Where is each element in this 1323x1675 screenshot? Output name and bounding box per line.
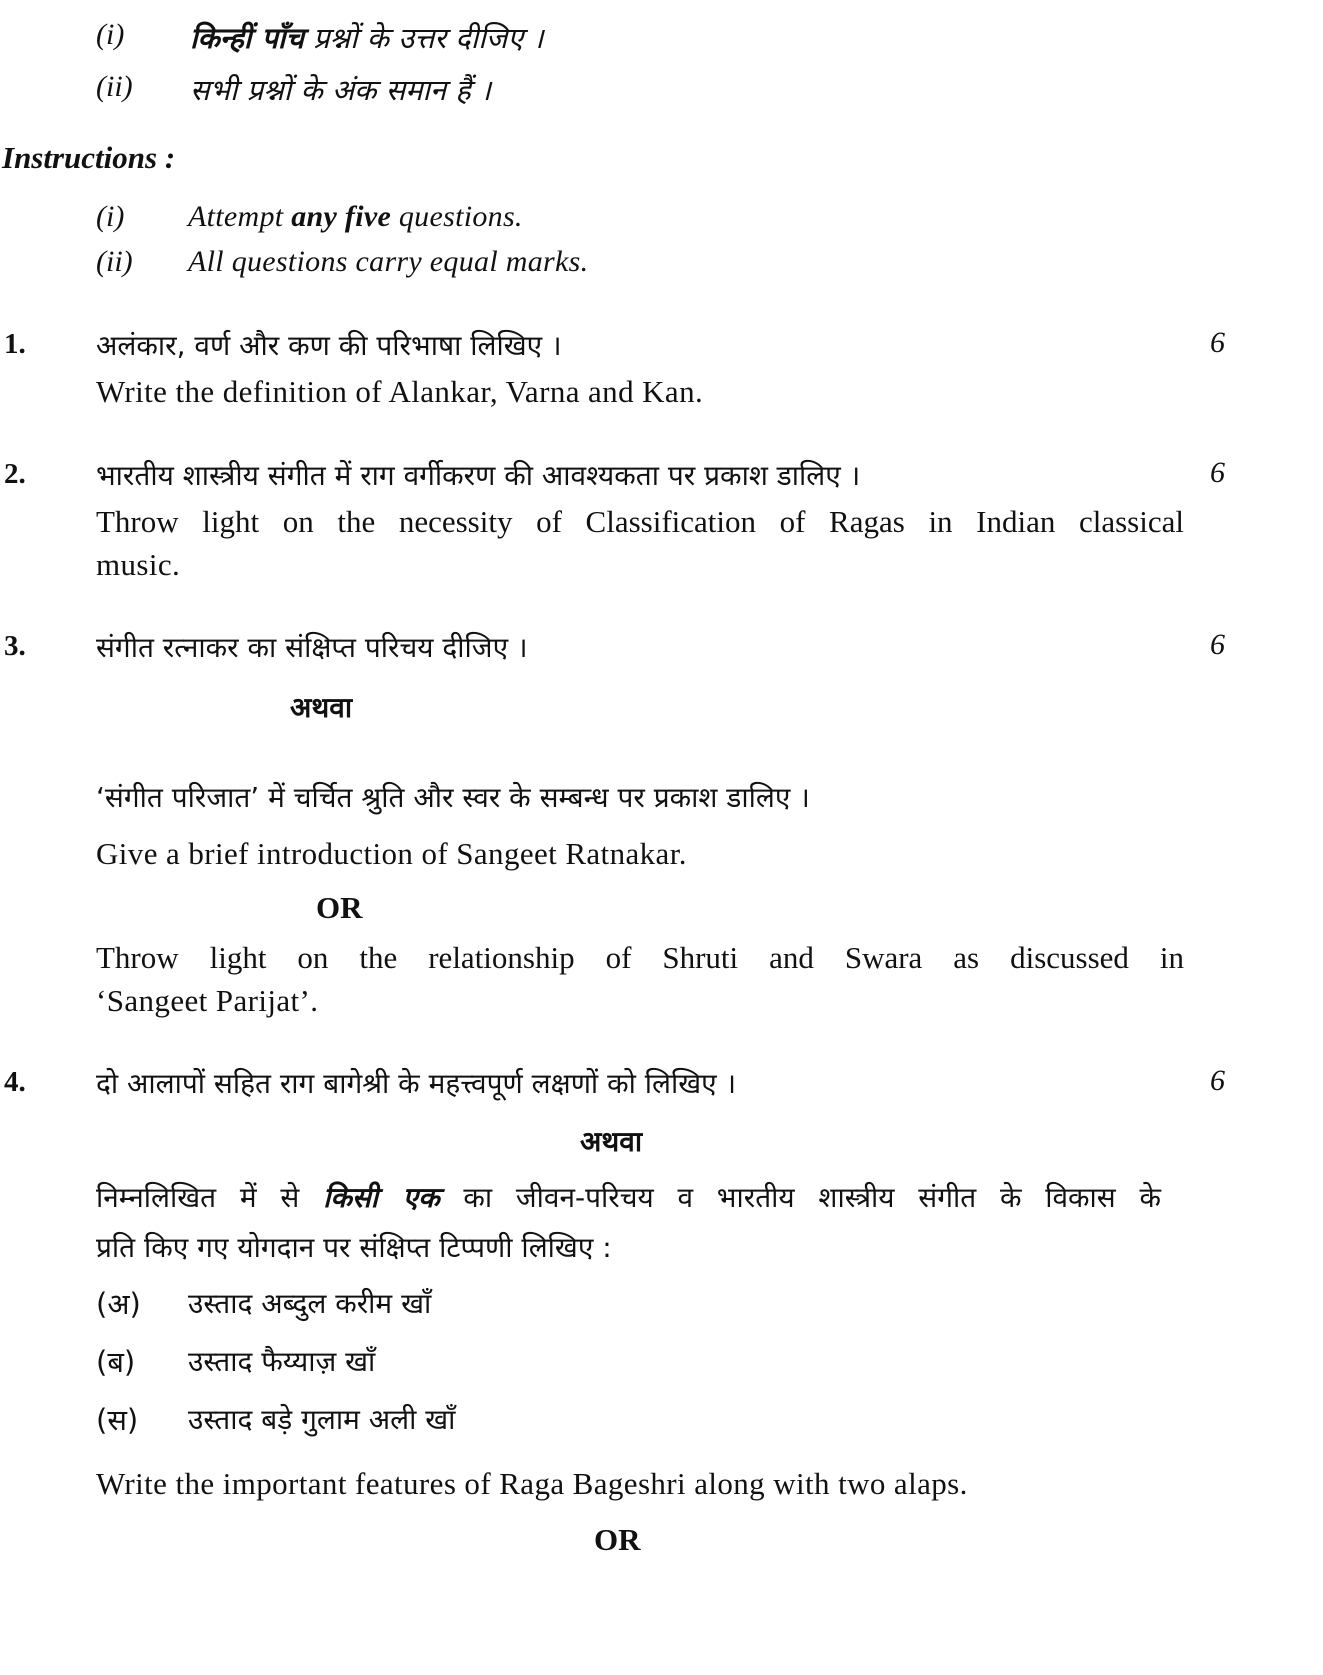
question-text-hindi: दो आलापों सहित राग बागेश्री के महत्त्वपूर्ण लक्षणों को लिखिए । [96, 1067, 737, 1100]
option-label: (स) [96, 1403, 139, 1437]
option-text: उस्ताद बड़े गुलाम अली खाँ [188, 1403, 456, 1436]
question-alt-text-english-cont: ‘Sangeet Parijat’. [96, 983, 319, 1018]
or-separator-hindi: अथवा [290, 691, 353, 724]
option-label: (ब) [96, 1345, 136, 1379]
instruction-post: questions. [391, 200, 523, 233]
question-alt-text-hindi [96, 1178, 1161, 1216]
or-separator-english: OR [316, 890, 363, 925]
question-text-hindi: संगीत रत्नाकर का संक्षिप्त परिचय दीजिए । [96, 631, 528, 664]
instruction-emphasis: any five [291, 200, 392, 233]
question-alt-text-hindi: ‘संगीत परिजात’ में चर्चित श्रुति और स्वर के सम्बन्ध पर प्रकाश डालिए । [96, 781, 810, 814]
instruction-number: (ii) [96, 70, 133, 103]
question-text-english: Write the definition of Alankar, Varna and Kan. [96, 374, 704, 409]
question-text-english: Throw light on the necessity of Classification of Ragas in Indian classical [96, 504, 1184, 539]
instruction-number: (ii) [96, 245, 133, 278]
option-label: (अ) [96, 1287, 141, 1321]
instruction-text [190, 18, 544, 57]
instruction-number: (i) [96, 200, 125, 233]
instruction-emphasis: किन्हीं पाँच [190, 21, 304, 55]
question-text-english: Write the important features of Raga Bageshri along with two alaps. [96, 1466, 968, 1501]
alt-text-pre: निम्नलिखित में से [96, 1181, 324, 1214]
question-number: 3. [4, 630, 26, 662]
alt-text-emphasis: किसी एक [323, 1181, 440, 1214]
question-text-english-cont: music. [96, 547, 181, 582]
instruction-rest: प्रश्नों के उत्तर दीजिए । [303, 21, 544, 55]
question-number: 4. [4, 1066, 26, 1098]
question-marks: 6 [1210, 456, 1225, 489]
instruction-text: All questions carry equal marks. [188, 245, 589, 278]
question-text-hindi: भारतीय शास्त्रीय संगीत में राग वर्गीकरण की आवश्यकता पर प्रकाश डालिए । [96, 459, 861, 492]
option-text: उस्ताद फैय्याज़ खाँ [188, 1345, 376, 1378]
question-alt-text-hindi-cont: प्रति किए गए योगदान पर संक्षिप्त टिप्पणी लिखिए : [96, 1231, 612, 1264]
instructions-heading: Instructions : [2, 140, 176, 175]
question-alt-text-english: Throw light on the relationship of Shruti and Swara as discussed in [96, 940, 1184, 975]
question-number: 2. [4, 458, 26, 490]
instruction-number: (i) [96, 18, 125, 51]
question-marks: 6 [1210, 326, 1225, 359]
option-text: उस्ताद अब्दुल करीम खाँ [188, 1287, 432, 1320]
or-separator-english: OR [594, 1522, 641, 1557]
instruction-text [188, 200, 523, 234]
question-marks: 6 [1210, 628, 1225, 661]
question-text-hindi: अलंकार, वर्ण और कण की परिभाषा लिखिए । [96, 329, 562, 362]
instruction-text: सभी प्रश्नों के अंक समान हैं । [190, 73, 491, 107]
or-separator-hindi: अथवा [580, 1125, 643, 1158]
instruction-pre: Attempt [188, 200, 292, 233]
question-number: 1. [4, 328, 26, 360]
question-marks: 6 [1210, 1064, 1225, 1097]
question-text-english: Give a brief introduction of Sangeet Ratnakar. [96, 836, 687, 871]
alt-text-post: का जीवन-परिचय व भारतीय शास्त्रीय संगीत के विकास के [439, 1181, 1161, 1214]
